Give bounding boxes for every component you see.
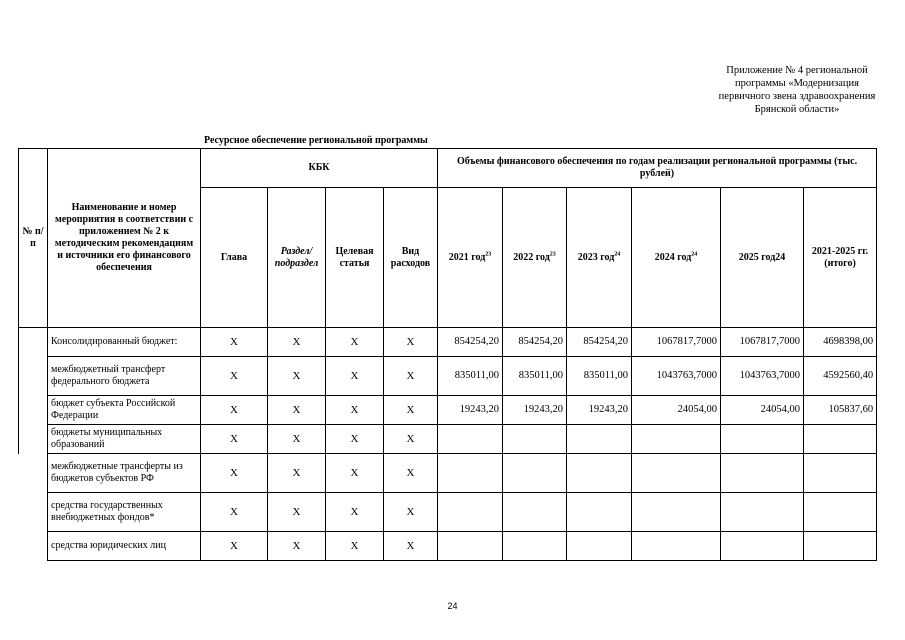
header-year-2023: 2023 год$^{24}$ bbox=[567, 188, 632, 328]
header-year-2025: 2025 год24 bbox=[721, 188, 804, 328]
value-cell: 24054,00 bbox=[721, 396, 804, 425]
kbk-cell: X bbox=[268, 328, 326, 357]
kbk-cell: X bbox=[384, 425, 438, 454]
value-cell bbox=[503, 425, 567, 454]
row-name: межбюджетные трансферты из бюджетов субъектов РФ bbox=[48, 454, 201, 493]
row-name: бюджет субъекта Российской Федерации bbox=[48, 396, 201, 425]
header-vid: Вид расходов bbox=[384, 188, 438, 328]
value-cell bbox=[804, 425, 877, 454]
empty-cell bbox=[19, 493, 48, 532]
value-cell: 1043763,7000 bbox=[721, 357, 804, 396]
table-row bbox=[19, 454, 877, 493]
value-cell: 854254,20 bbox=[503, 328, 567, 357]
value-cell: 24054,00 bbox=[632, 396, 721, 425]
value-cell bbox=[632, 454, 721, 493]
kbk-cell: X bbox=[384, 357, 438, 396]
value-cell bbox=[721, 493, 804, 532]
value-cell bbox=[804, 493, 877, 532]
table-row bbox=[19, 532, 877, 561]
value-cell bbox=[721, 425, 804, 454]
value-cell: 19243,20 bbox=[567, 396, 632, 425]
table-row bbox=[19, 357, 877, 396]
header-razdel: Раздел/ подраздел bbox=[268, 188, 326, 328]
value-cell: 4698398,00 bbox=[804, 328, 877, 357]
empty-cell bbox=[19, 454, 48, 493]
row-name: межбюджетный трансферт федерального бюджета bbox=[48, 357, 201, 396]
value-cell bbox=[567, 532, 632, 561]
row-name: средства юридических лиц bbox=[48, 532, 201, 561]
header-volumes: Объемы финансового обеспечения по годам реализации региональной программы (тыс. рублей) bbox=[438, 149, 877, 188]
kbk-cell: X bbox=[326, 425, 384, 454]
value-cell bbox=[567, 493, 632, 532]
kbk-cell: X bbox=[326, 357, 384, 396]
value-cell bbox=[438, 532, 503, 561]
header-year-2021: 2021 год$^{23}$ bbox=[438, 188, 503, 328]
header-name: Наименование и номер мероприятия в соответствии с приложением № 2 к методическим рекомендациям и источники его финансового обеспечения bbox=[48, 149, 201, 328]
kbk-cell: X bbox=[201, 357, 268, 396]
value-cell bbox=[804, 532, 877, 561]
kbk-cell: X bbox=[201, 454, 268, 493]
value-cell bbox=[632, 493, 721, 532]
header-year-2022: 2022 год$^{23}$ bbox=[503, 188, 567, 328]
value-cell bbox=[804, 454, 877, 493]
value-cell: 854254,20 bbox=[438, 328, 503, 357]
row-name: бюджеты муниципальных образований bbox=[48, 425, 201, 454]
table-row bbox=[19, 425, 877, 454]
value-cell: 19243,20 bbox=[438, 396, 503, 425]
value-cell: 19243,20 bbox=[503, 396, 567, 425]
header-glava: Глава bbox=[201, 188, 268, 328]
resource-table bbox=[18, 148, 877, 561]
table-row bbox=[19, 396, 877, 425]
value-cell bbox=[721, 532, 804, 561]
kbk-cell: X bbox=[268, 357, 326, 396]
value-cell: 4592560,40 bbox=[804, 357, 877, 396]
value-cell bbox=[632, 532, 721, 561]
value-cell: 1067817,7000 bbox=[721, 328, 804, 357]
value-cell bbox=[503, 493, 567, 532]
value-cell: 1043763,7000 bbox=[632, 357, 721, 396]
kbk-cell: X bbox=[201, 425, 268, 454]
kbk-cell: X bbox=[201, 328, 268, 357]
row-name: средства государственных внебюджетных фондов* bbox=[48, 493, 201, 532]
value-cell: 854254,20 bbox=[567, 328, 632, 357]
kbk-cell: X bbox=[384, 328, 438, 357]
value-cell: 835011,00 bbox=[503, 357, 567, 396]
row-name: Консолидированный бюджет: bbox=[48, 328, 201, 357]
empty-cell bbox=[19, 532, 48, 561]
value-cell bbox=[567, 454, 632, 493]
kbk-cell: X bbox=[201, 532, 268, 561]
kbk-cell: X bbox=[326, 328, 384, 357]
kbk-cell: X bbox=[326, 493, 384, 532]
kbk-cell: X bbox=[268, 454, 326, 493]
header-num: № п/п bbox=[19, 149, 48, 328]
page-number: 24 bbox=[447, 601, 458, 611]
header-celevaya: Целевая статья bbox=[326, 188, 384, 328]
kbk-cell: X bbox=[268, 425, 326, 454]
value-cell bbox=[438, 454, 503, 493]
kbk-cell: X bbox=[326, 454, 384, 493]
kbk-cell: X bbox=[384, 454, 438, 493]
document-title: Ресурсное обеспечение региональной программы bbox=[204, 135, 428, 146]
header-year-2024: 2024 год$^{24}$ bbox=[632, 188, 721, 328]
kbk-cell: X bbox=[384, 396, 438, 425]
value-cell: 835011,00 bbox=[567, 357, 632, 396]
value-cell bbox=[632, 425, 721, 454]
value-cell bbox=[503, 532, 567, 561]
header-kbk: КБК bbox=[201, 149, 438, 188]
value-cell: 1067817,7000 bbox=[632, 328, 721, 357]
kbk-cell: X bbox=[268, 396, 326, 425]
kbk-cell: X bbox=[326, 532, 384, 561]
kbk-cell: X bbox=[268, 493, 326, 532]
value-cell bbox=[438, 425, 503, 454]
kbk-cell: X bbox=[201, 493, 268, 532]
row-number-cell bbox=[19, 328, 48, 454]
value-cell: 105837,60 bbox=[804, 396, 877, 425]
kbk-cell: X bbox=[201, 396, 268, 425]
header-total: 2021-2025 гг. (итого) bbox=[804, 188, 877, 328]
kbk-cell: X bbox=[326, 396, 384, 425]
table-row bbox=[19, 493, 877, 532]
table-row bbox=[19, 328, 877, 357]
kbk-cell: X bbox=[268, 532, 326, 561]
value-cell bbox=[567, 425, 632, 454]
value-cell bbox=[721, 454, 804, 493]
value-cell: 835011,00 bbox=[438, 357, 503, 396]
kbk-cell: X bbox=[384, 532, 438, 561]
kbk-cell: X bbox=[384, 493, 438, 532]
appendix-note: Приложение № 4 региональной программы «Модернизация первичного звена здравоохранения Брянской области» bbox=[718, 65, 876, 115]
value-cell bbox=[438, 493, 503, 532]
value-cell bbox=[503, 454, 567, 493]
